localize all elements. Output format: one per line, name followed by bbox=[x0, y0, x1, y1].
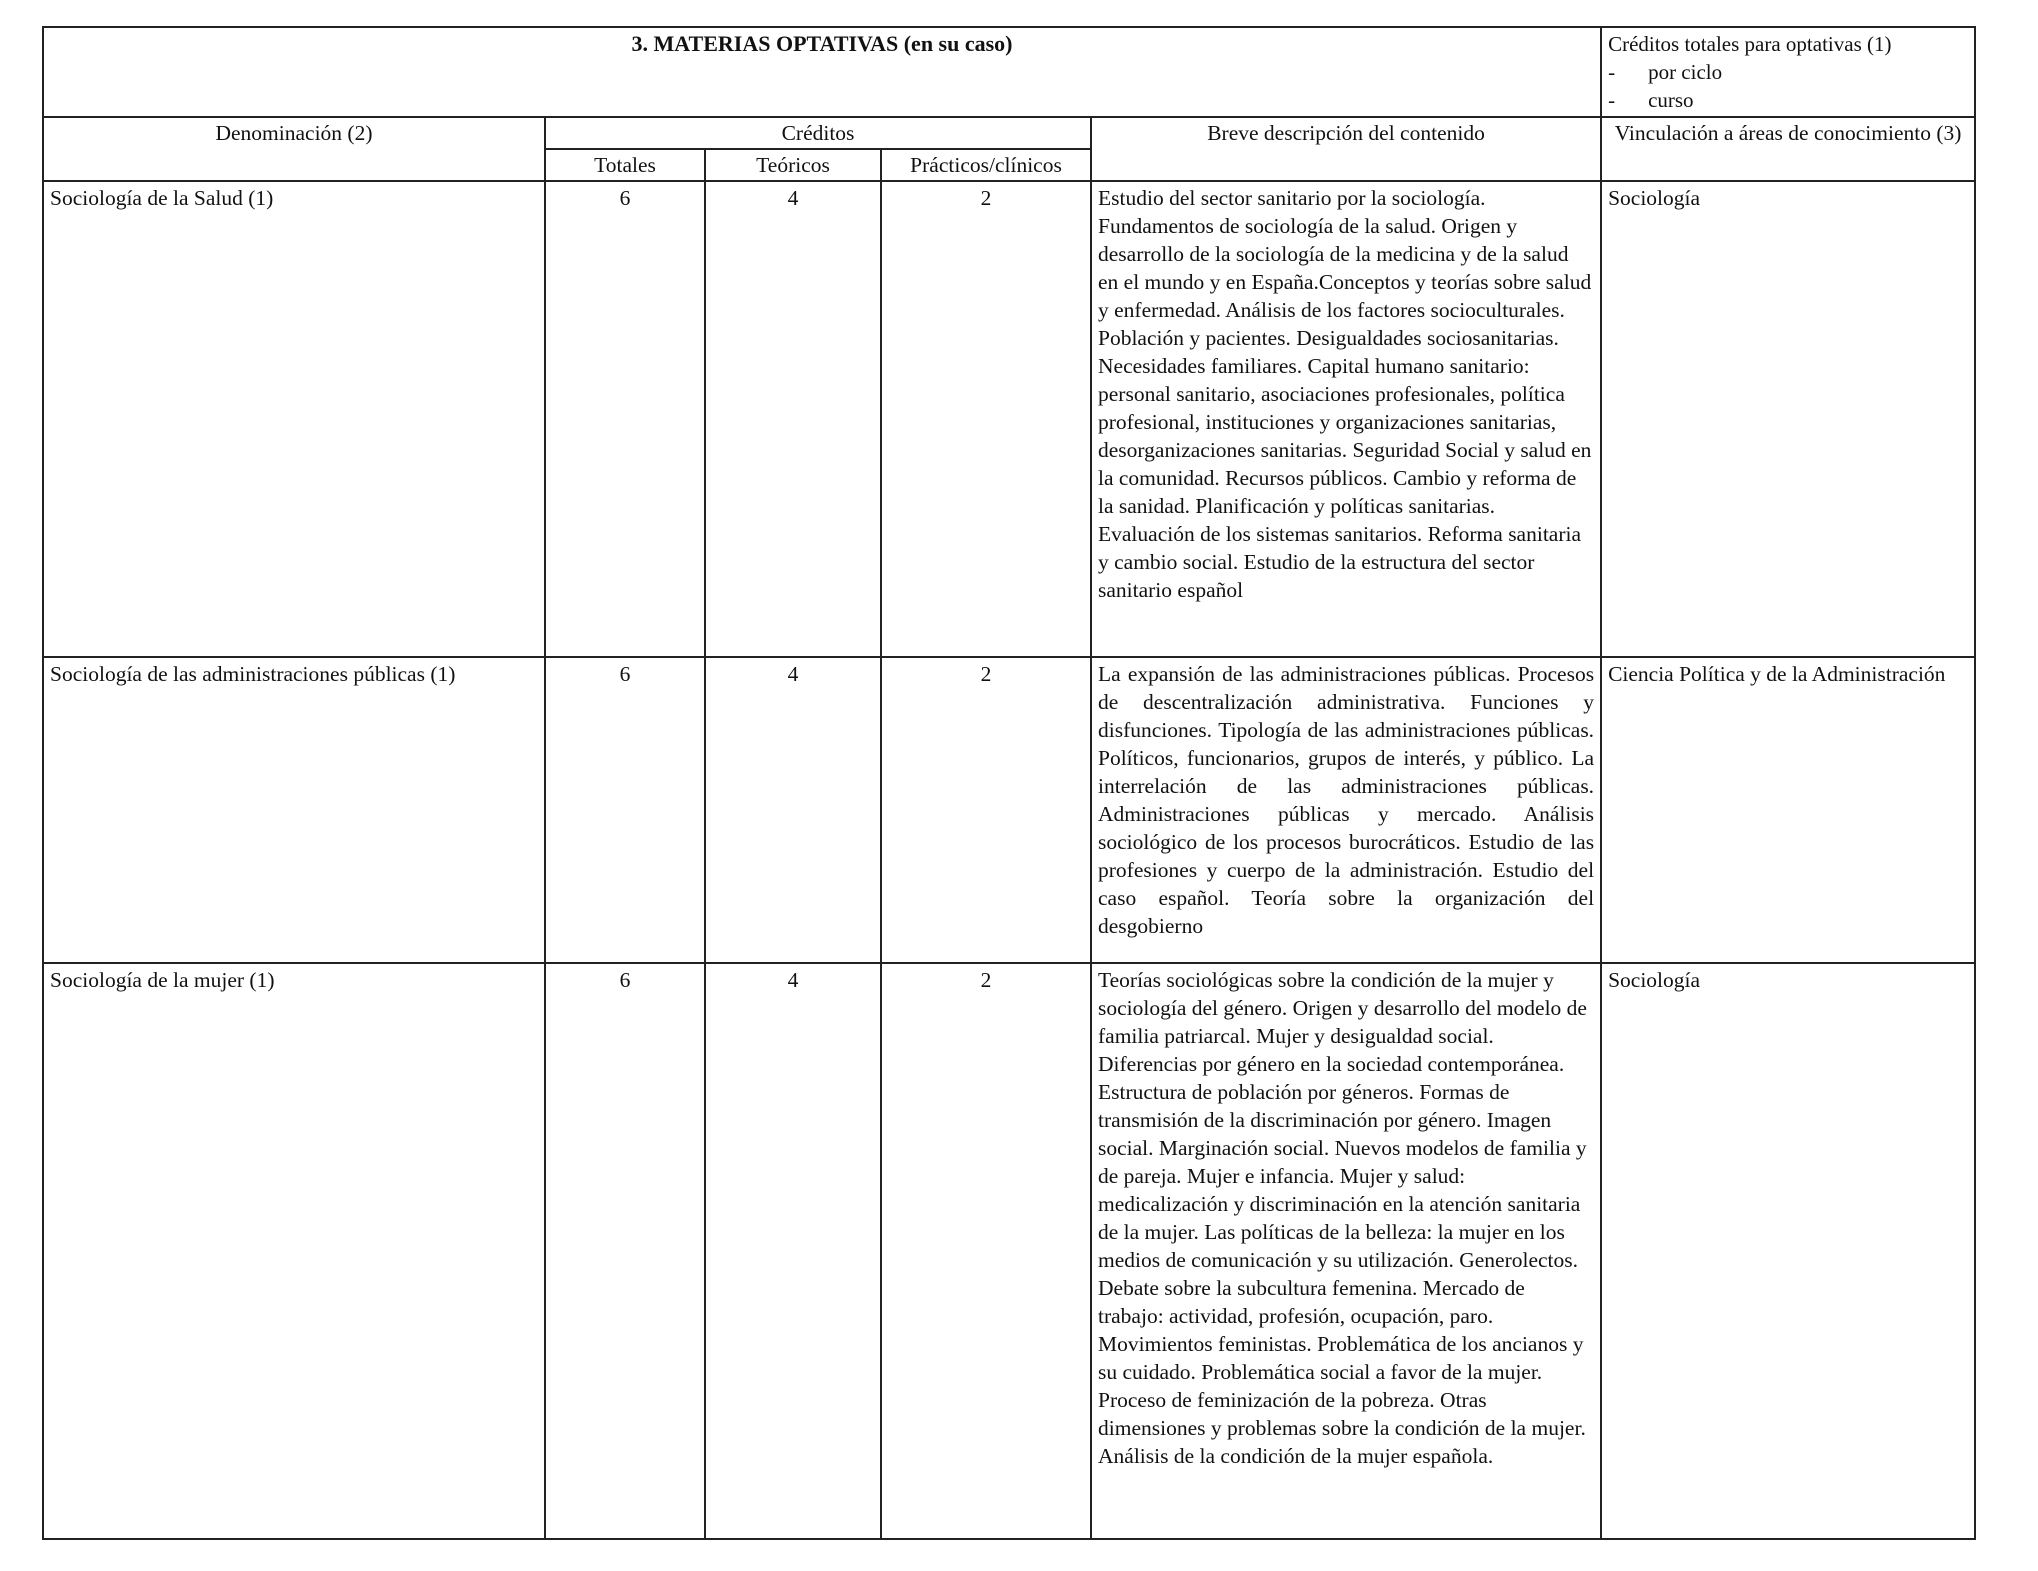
credits-practicos: 2 bbox=[881, 181, 1091, 657]
credits-teoricos: 4 bbox=[705, 963, 881, 1539]
credits-totales: 6 bbox=[545, 657, 705, 963]
document-page bbox=[42, 26, 1974, 1540]
subject-name: Sociología de las administraciones públicas (1) bbox=[43, 657, 545, 963]
title-row bbox=[43, 27, 1975, 117]
subject-description: Teorías sociológicas sobre la condición de la mujer y sociología del género. Origen y desarrollo del modelo de familia patriarcal. Mujer y desigualdad social. Diferencias por género en la sociedad contemporánea. Estructura de población por géneros. Formas de transmisión de la discriminación por género. Imagen social. Marginación social. Nuevos modelos de familia y de pareja. Mujer e infancia. Mujer y salud: medicalización y discriminación en la atención sanitaria de la mujer. Las políticas de la belleza: la mujer en los medios de comunicación y su utilización. Generolectos. Debate sobre la subcultura femenina. Mercado de trabajo: actividad, profesión, ocupación, paro. Movimientos feministas. Problemática de los ancianos y su cuidado. Problemática social a favor de la mujer. Proceso de feminización de la pobreza. Otras dimensiones y problemas sobre la condición de la mujer. Análisis de la condición de la mujer española. bbox=[1091, 963, 1601, 1539]
header-creditos: Créditos bbox=[545, 117, 1091, 149]
table-row bbox=[43, 963, 1975, 1539]
optional-subjects-table bbox=[42, 26, 1976, 1540]
credits-totales: 6 bbox=[545, 963, 705, 1539]
knowledge-area: Sociología bbox=[1601, 963, 1975, 1539]
credits-summary-item: - por ciclo bbox=[1608, 60, 1723, 84]
subject-name: Sociología de la Salud (1) bbox=[43, 181, 545, 657]
subject-description: La expansión de las administraciones públicas. Procesos de descentralización administrativa. Funciones y disfunciones. Tipología de las administraciones públicas. Políticos, funcionarios, grupos de interés, y público. La interrelación de las administraciones públicas. Administraciones públicas y mercado. Análisis sociológico de los procesos burocráticos. Estudio de las profesiones y cuerpo de la administración. Estudio del caso español. Teoría sobre la organización del desgobierno bbox=[1091, 657, 1601, 963]
header-descripcion: Breve descripción del contenido bbox=[1091, 117, 1601, 181]
table-row bbox=[43, 181, 1975, 657]
credits-practicos: 2 bbox=[881, 963, 1091, 1539]
knowledge-area: Sociología bbox=[1601, 181, 1975, 657]
header-practicos: Prácticos/clínicos bbox=[881, 149, 1091, 181]
credits-summary-item: - curso bbox=[1608, 88, 1694, 112]
credits-summary bbox=[1601, 27, 1975, 117]
section-title: 3. MATERIAS OPTATIVAS (en su caso) bbox=[43, 27, 1601, 117]
credits-summary-heading: Créditos totales para optativas (1) bbox=[1608, 32, 1892, 56]
header-vinculacion: Vinculación a áreas de conocimiento (3) bbox=[1601, 117, 1975, 181]
credits-practicos: 2 bbox=[881, 657, 1091, 963]
subject-name: Sociología de la mujer (1) bbox=[43, 963, 545, 1539]
credits-teoricos: 4 bbox=[705, 657, 881, 963]
credits-teoricos: 4 bbox=[705, 181, 881, 657]
header-row-1 bbox=[43, 117, 1975, 149]
credits-totales: 6 bbox=[545, 181, 705, 657]
table-row bbox=[43, 657, 1975, 963]
header-totales: Totales bbox=[545, 149, 705, 181]
knowledge-area: Ciencia Política y de la Administración bbox=[1601, 657, 1975, 963]
header-denominacion: Denominación (2) bbox=[43, 117, 545, 181]
header-teoricos: Teóricos bbox=[705, 149, 881, 181]
subject-description: Estudio del sector sanitario por la sociología. Fundamentos de sociología de la salud. Origen y desarrollo de la sociología de la medicina y de la salud en el mundo y en España.Conceptos y teorías sobre salud y enfermedad. Análisis de los factores socioculturales. Población y pacientes. Desigualdades sociosanitarias. Necesidades familiares. Capital humano sanitario: personal sanitario, asociaciones profesionales, política profesional, instituciones y organizaciones sanitarias, desorganizaciones sanitarias. Seguridad Social y salud en la comunidad. Recursos públicos. Cambio y reforma de la sanidad. Planificación y políticas sanitarias. Evaluación de los sistemas sanitarios. Reforma sanitaria y cambio social. Estudio de la estructura del sector sanitario español bbox=[1091, 181, 1601, 657]
